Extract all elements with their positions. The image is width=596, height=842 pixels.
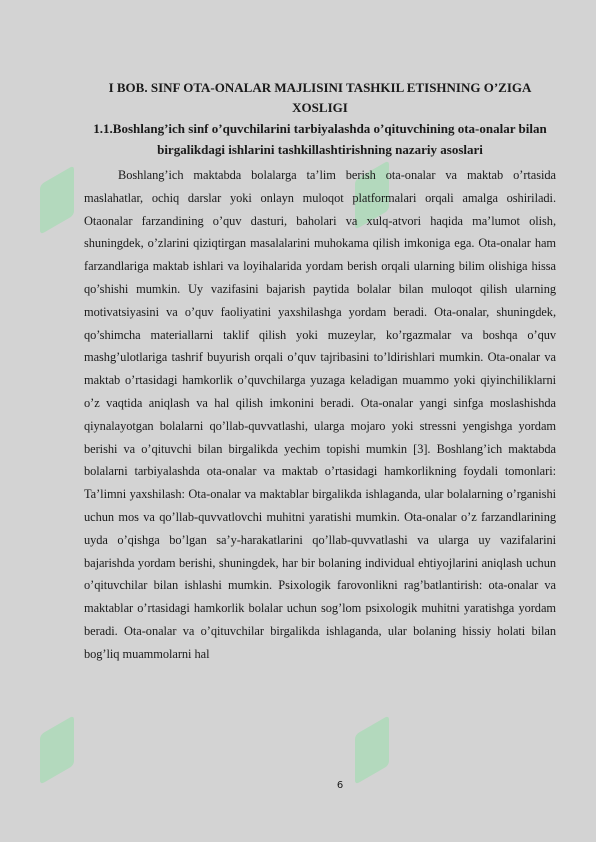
section-title: 1.1.Boshlang’ich sinf o’quvchilarini tarbiyalashda o’qituvchining ota-onalar bilan birgalikdagi ishlarini tashkillashtirishning nazariy asoslari — [93, 121, 547, 157]
body-paragraph: Boshlang’ich maktabda bolalarga ta’lim berish ota-onalar va maktab o’rtasida maslahatlar, ochiq darslar yoki onlayn muloqot platformalari orqali amalga oshiriladi. Otaonalar farzandining o’quv dasturi, baholari va xulq-atvori haqida ma’lumot olish, shuningdek, o’zlarini qiziqtirgan masalalarini muhokama qilish imkoniga ega. Ota-onalar ham farzandlariga maktab ishlari va loyihalarida yordam berish orqali ularning bilim olishiga hissa qo’shishi mumkin. Uy vazifasini bajarish paytida bolalar bilan muloqot qilish ularning motivatsiyasini va o’quv faoliyatini yaxshilashga yordam beradi. Ota-onalar, shuningdek, qo’shimcha materiallarni taklif qilish yoki muzeylar, ko’rgazmalar va boshqa o’quv mashg’ulotlariga tashrif buyurish orqali o’quv tajribasini to’ldirishlari mumkin. Ota-onalar va maktab o’rtasidagi hamkorlik o’quvchilarga yuzaga keladigan muammo yoki qiyinchiliklarni o’z vaqtida aniqlash va hal qilish imkonini beradi. Ota-onalar yangi sinfga moslashishda qiynalayotgan bolalarni qo’llab-quvvatlashi, ularga mojaro yoki stressni yengishga yordam berishi va o’qituvchi bilan birgalikda yechim topishi mumkin [3]. Boshlang’ich maktabda bolalarni tarbiyalashda ota-onalar va maktab o’rtasidagi hamkorlikning foydali tomonlari: Ta’limni yaxshilash: Ota-onalar va maktablar birgalikda ishlaganda, ular bolalarning o’rganishi uchun mos va qo’llab-quvvatlovchi muhitni yaratishi mumkin. Ota-onalar o’z farzandlarining uyda o’qishga bo’lgan sa’y-harakatlarini qo’llab-quvvatlashi va ularga uy vazifalarini bajarishda yordam berishi, shuningdek, har bir bolaning individual ehtiyojlarini aniqlash uchun o’qituvchilar bilan ishlashi mumkin. Psixologik farovonlikni rag’batlantirish: ota-onalar va maktablar o’rtasidagi hamkorlik bolalar uchun sog’lom psixologik muhitni yaratishga yordam beradi. Ota-onalar va o’qituvchilar birgalikda ishlaganda, ular bolaning hissiy holati bilan bog’liq muammolarni hal — [84, 168, 556, 661]
page-number: 6 — [336, 780, 344, 791]
chapter-title: I BOB. SINF OTA-ONALAR MAJLISINI TASHKIL ETISHNING O’ZIGA XOSLIGI — [108, 80, 532, 115]
watermark-logo-mark — [40, 165, 74, 235]
watermark-logo-mark — [40, 715, 74, 785]
watermark-logo-mark — [355, 715, 389, 785]
document-content — [84, 78, 556, 666]
